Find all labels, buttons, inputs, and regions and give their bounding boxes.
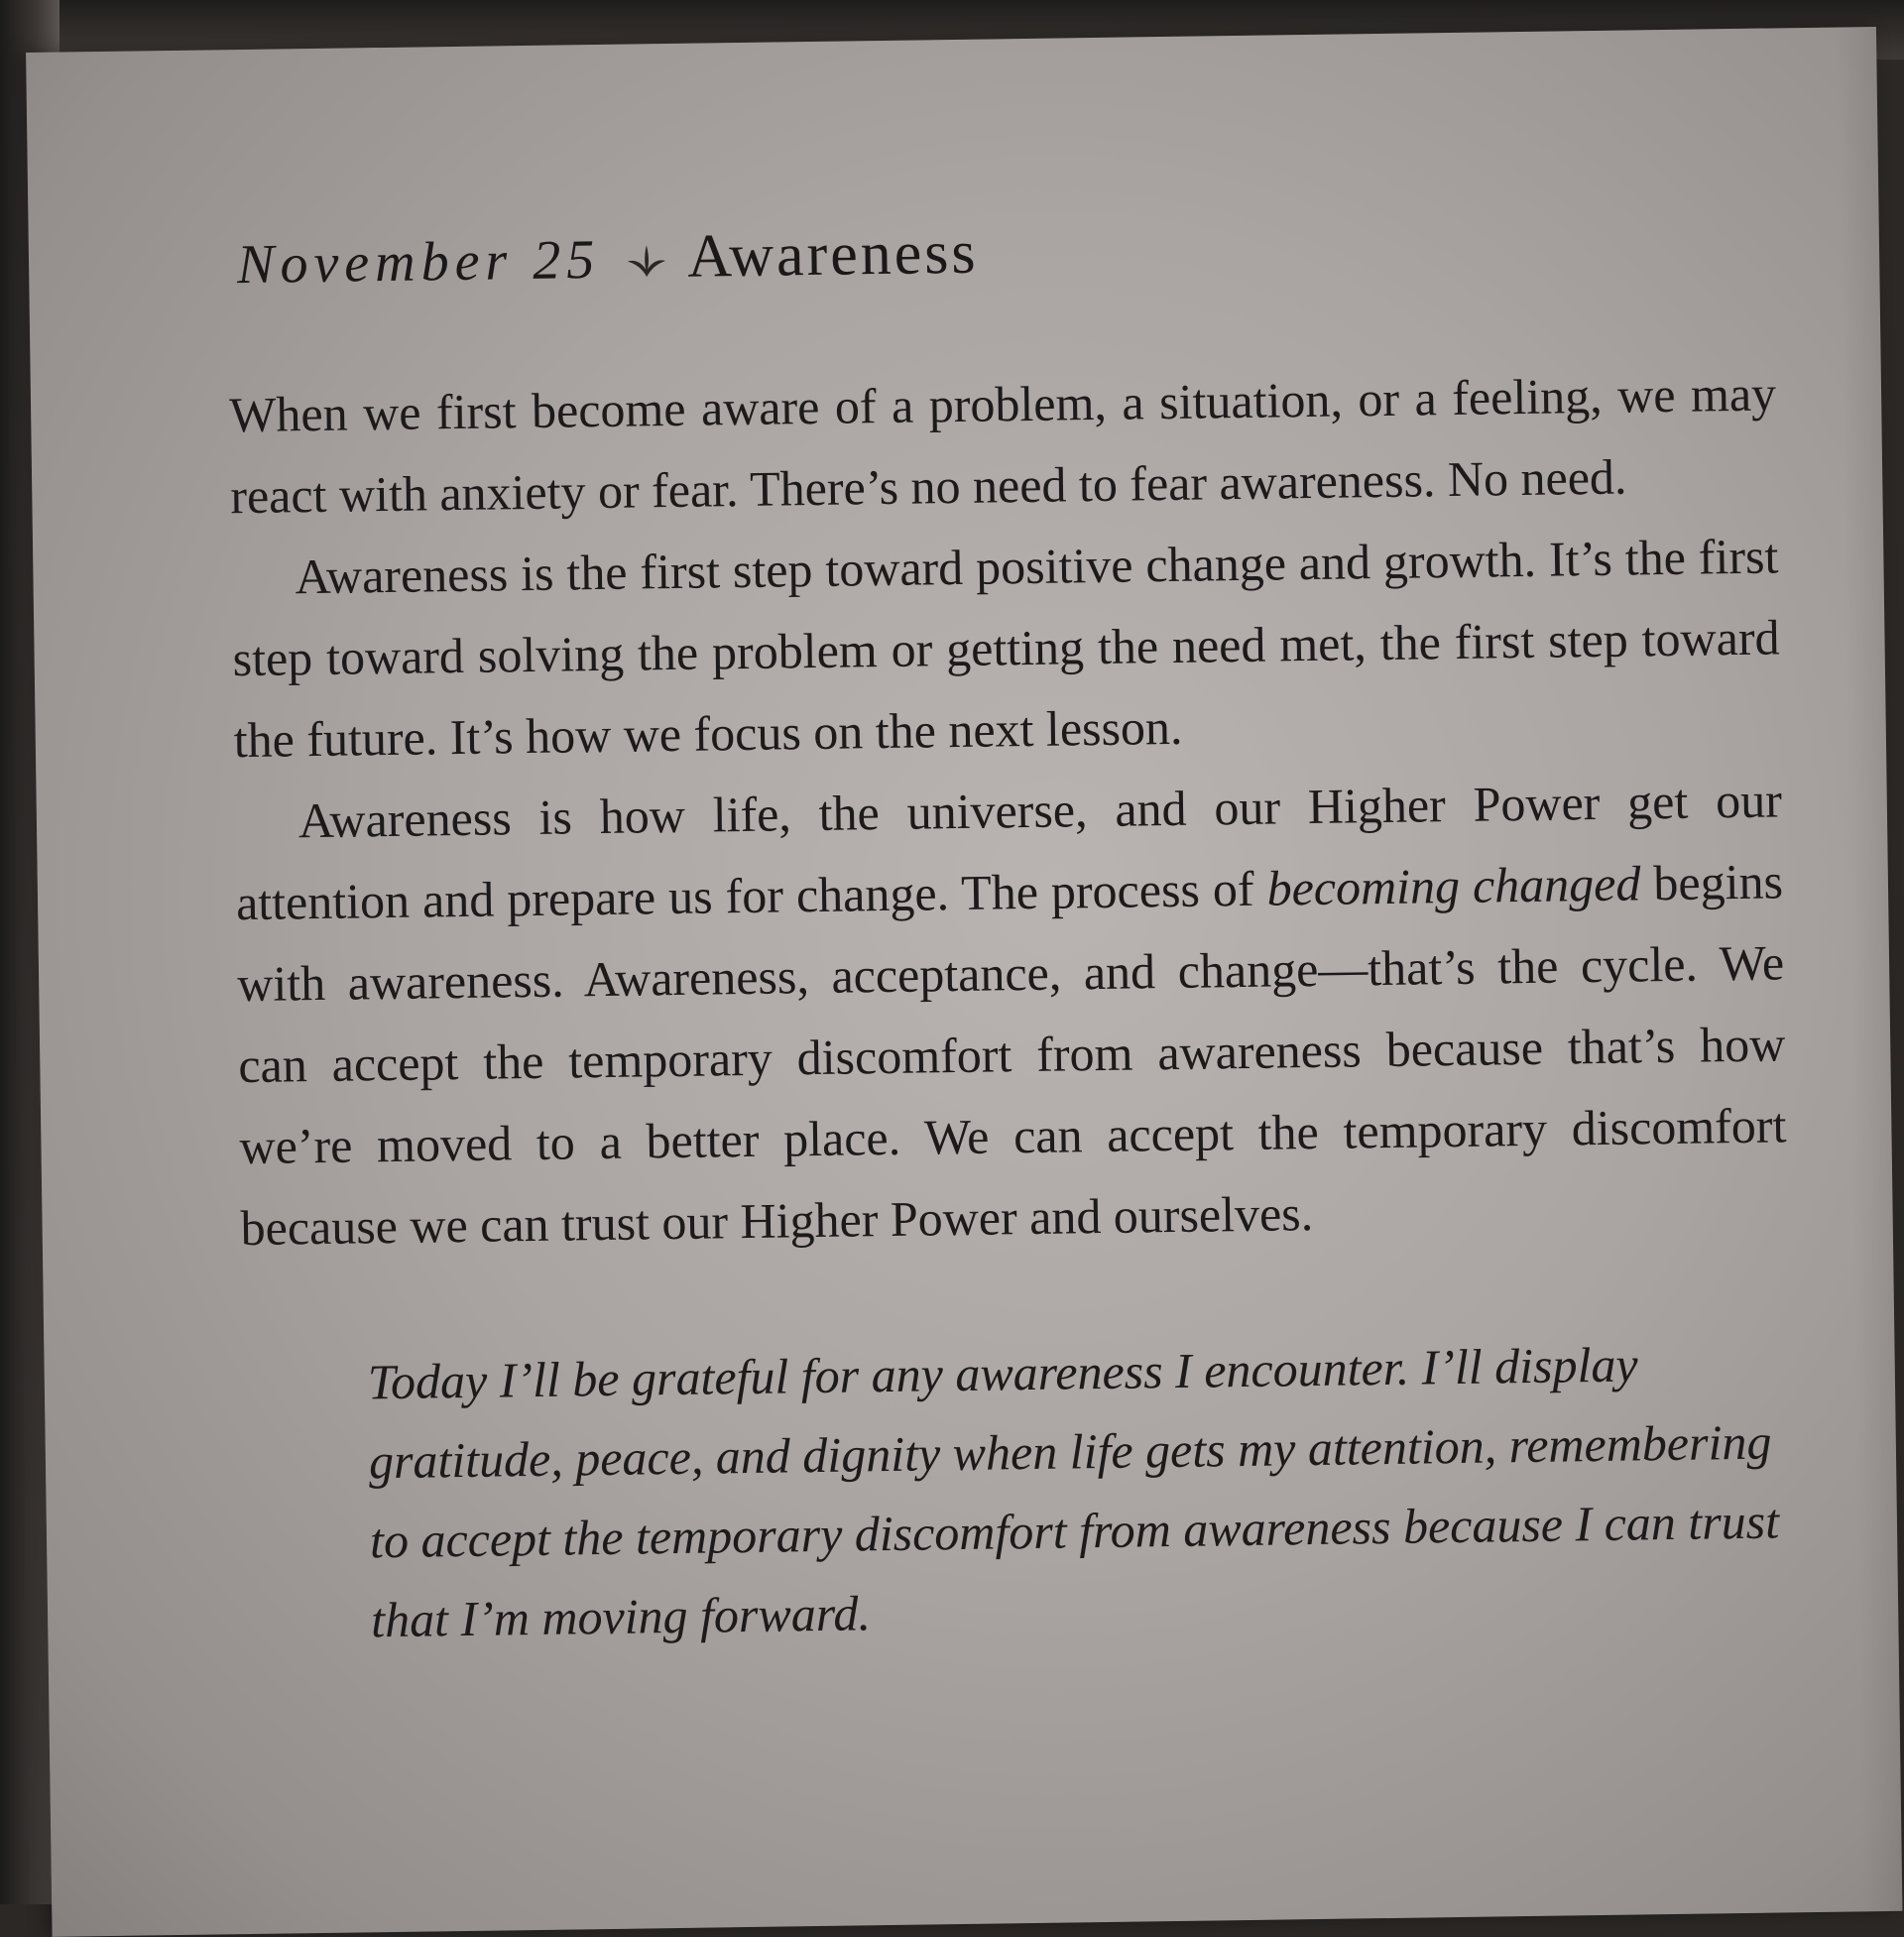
daily-reflection: Today I’ll be grateful for any awareness I encounter. I’ll display gratitude, peace, and dignity when life gets my attention, remembering to accept the temporary discomfort from awareness because I can trust that I’m moving forward. (367, 1336, 1780, 1648)
paragraph-1: When we first become aware of a problem, a situation, or a feeling, we may react with anxiety or fear. There’s no need to fear awareness. No need. (228, 365, 1777, 525)
paragraph-2: Awareness is the first step toward positive change and growth. It’s the first step toward solving the problem or getting the need met, the first step toward the future. It’s how we focus on the next lesson. (232, 528, 1780, 769)
paragraph-3-emphasis: becoming changed (1266, 855, 1641, 916)
paragraph-3 (234, 759, 1788, 1269)
page-edge-shadow (1837, 27, 1903, 1911)
paragraph-3-text-end: begins with awareness. Awareness, acceptance, and change—that’s the cycle. We can accept the temporary discomfort from awareness because that’s how we’re moved to a better place. We can accept the temporary discomfort because we can trust our Higher Power and ourselves. (236, 853, 1787, 1257)
entry-title: Awareness (686, 218, 979, 291)
leaf-ornament-icon (624, 241, 670, 282)
entry-body (229, 352, 1788, 1269)
entry-header (237, 206, 1775, 299)
page-content (226, 177, 1793, 1661)
entry-date: November 25 (236, 228, 601, 297)
paragraph-3-text-start: Awareness is how life, the universe, and our Higher Power get our attention and prepare us for change. The process of (235, 772, 1783, 931)
book-page (26, 27, 1902, 1937)
